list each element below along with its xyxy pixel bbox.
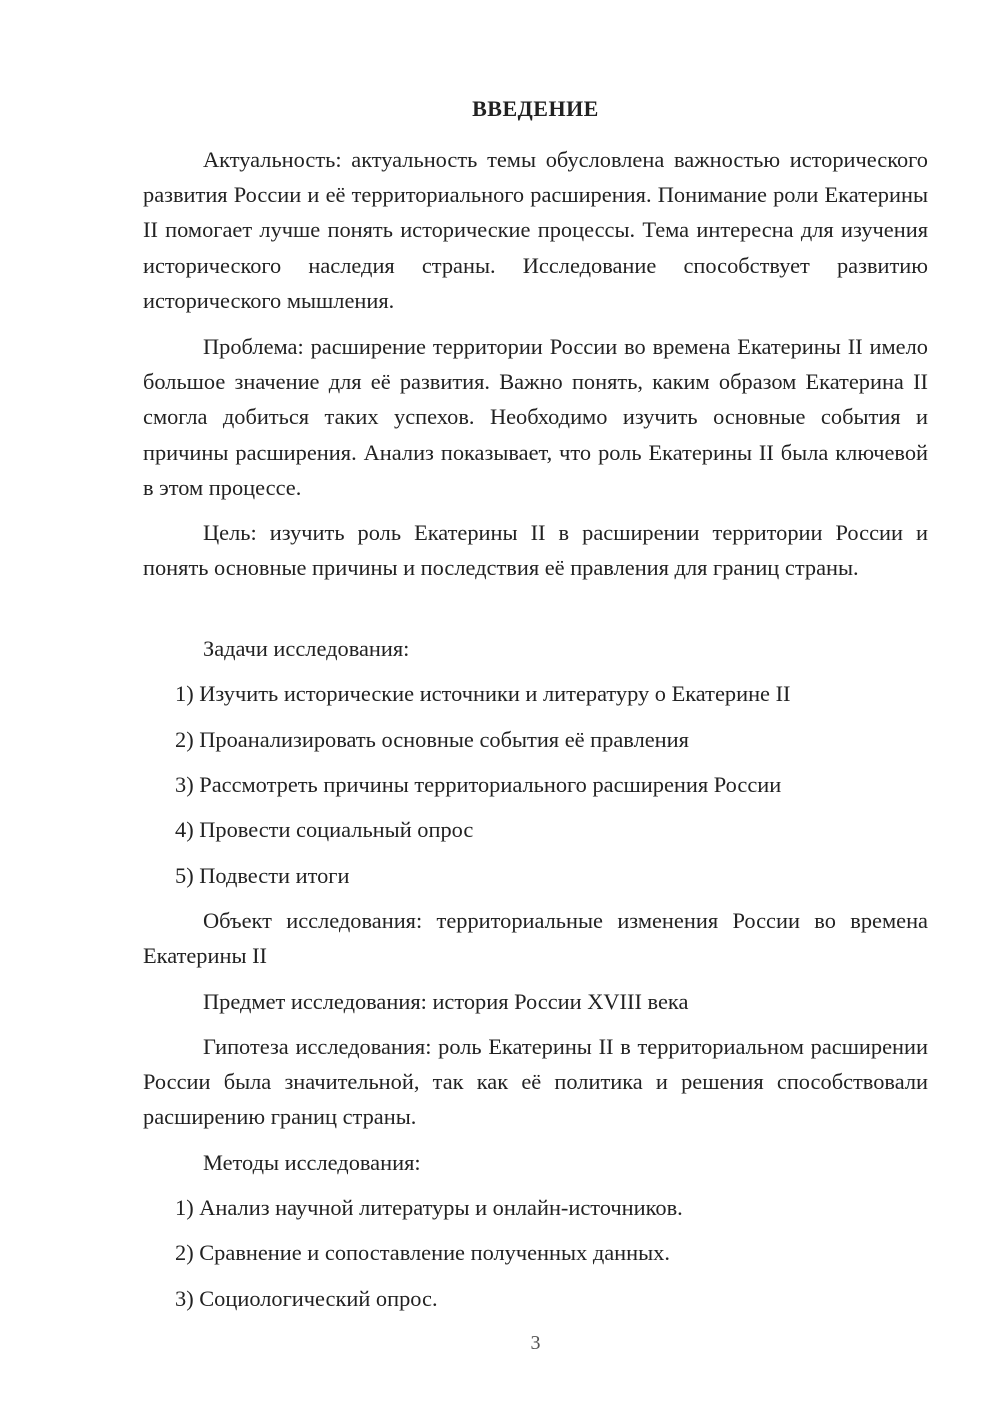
task-item-4: 4) Провести социальный опрос — [175, 817, 474, 842]
page-number: 3 — [530, 1332, 541, 1354]
section-title: ВВЕДЕНИЕ — [472, 96, 599, 121]
method-item-1: 1) Анализ научной литературы и онлайн-источников. — [175, 1195, 683, 1220]
task-item-2: 2) Проанализировать основные события её правления — [175, 727, 689, 752]
document-page — [143, 0, 928, 1414]
task-item-3: 3) Рассмотреть причины территориального расширения России — [175, 772, 782, 797]
tasks-heading: Задачи исследования: — [203, 636, 410, 661]
method-item-3: 3) Социологический опрос. — [175, 1286, 438, 1311]
method-item-2: 2) Сравнение и сопоставление полученных данных. — [175, 1240, 670, 1265]
subject-paragraph: Предмет исследования: история России XVIII века — [203, 989, 689, 1014]
goal-paragraph: Цель: изучить роль Екатерины II в расширении территории России и понять основные причины и последствия её правления для границ страны. — [143, 520, 928, 581]
relevance-paragraph: Актуальность: актуальность темы обусловлена важностью исторического развития России и её территориального расширения. Понимание роли Екатерины II помогает лучше понять исторические процессы. Тема интересна для изучения исторического наследия страны. Исследование способствует развитию исторического мышления. — [143, 147, 928, 313]
problem-paragraph: Проблема: расширение территории России во времена Екатерины II имело большое значение для её развития. Важно понять, каким образом Екатерина II смогла добиться таких успехов. Необходимо изучить основные события и причины расширения. Анализ показывает, что роль Екатерины II была ключевой в этом процессе. — [143, 334, 928, 500]
task-item-1: 1) Изучить исторические источники и литературу о Екатерине II — [175, 681, 791, 706]
object-paragraph: Объект исследования: территориальные изменения России во времена Екатерины II — [143, 908, 928, 969]
methods-heading: Методы исследования: — [203, 1150, 421, 1175]
hypothesis-paragraph: Гипотеза исследования: роль Екатерины II в территориальном расширении России была значительной, так как её политика и решения способствовали расширению границ страны. — [143, 1034, 928, 1130]
task-item-5: 5) Подвести итоги — [175, 863, 350, 888]
